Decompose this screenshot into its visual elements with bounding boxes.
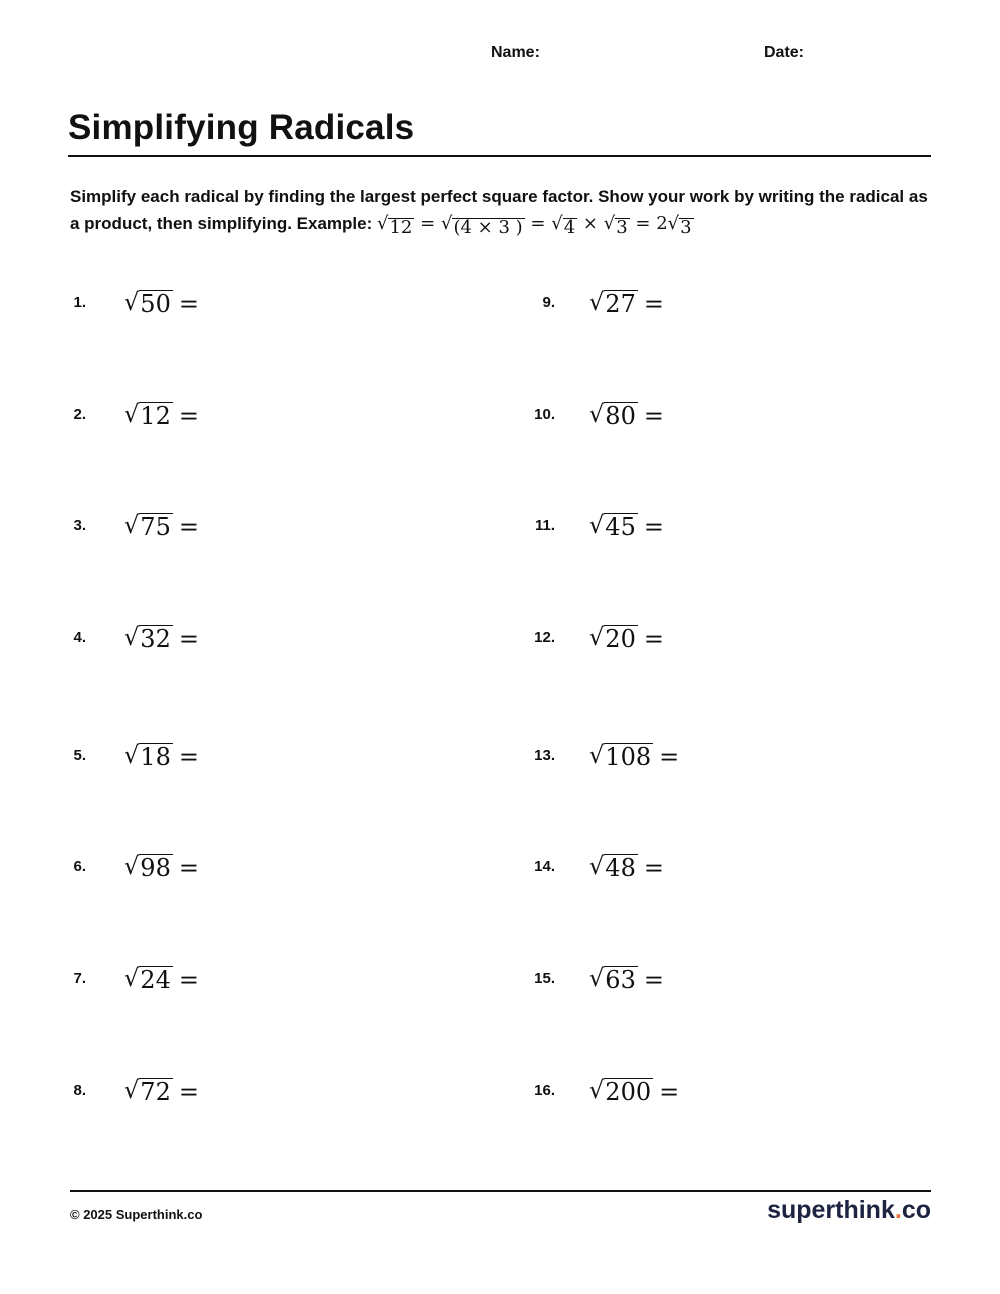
example-product: (4 × 3 ) [453, 217, 523, 238]
problem-radical [124, 288, 173, 316]
date-label: Date: [764, 44, 805, 61]
problem-equals: = [178, 1078, 199, 1106]
radical-sign-icon: √ [589, 964, 605, 992]
problem-expression [589, 623, 664, 651]
radical-sign-icon: √ [589, 288, 605, 316]
problem-number: 3. [73, 516, 86, 534]
problem-expression [124, 511, 199, 539]
problem-number: 7. [73, 969, 86, 987]
problem-item [500, 620, 664, 654]
example-radical [377, 210, 414, 237]
problem-radicand: 20 [605, 625, 636, 653]
radical-sign-icon: √ [124, 1076, 140, 1104]
problem-expression [589, 511, 664, 539]
problem-item [52, 1073, 199, 1107]
brand-dot: . [894, 1196, 902, 1224]
instructions-text: Simplify each radical by finding the largest perfect square factor. Show your work by writing the radical as a product, then simplifying. Example: [70, 187, 928, 233]
problem-equals: = [178, 402, 199, 430]
problem-expression [124, 741, 199, 769]
problem-radical [589, 623, 638, 651]
instructions [70, 183, 930, 237]
problem-number: 8. [73, 1081, 86, 1099]
radical-sign-icon: √ [551, 213, 563, 234]
footer-divider [70, 1190, 931, 1192]
example-coefficient: 2 [656, 213, 668, 234]
radical-sign-icon: √ [589, 400, 605, 428]
problem-radicand: 75 [140, 513, 171, 541]
problem-number: 5. [73, 746, 86, 764]
example-equals: = [635, 213, 651, 234]
problem-equals: = [178, 743, 199, 771]
problem-radical [124, 623, 173, 651]
example-equals: = [420, 213, 436, 234]
brand-name: superthink [767, 1196, 895, 1224]
problem-equals: = [643, 966, 664, 994]
radical-sign-icon: √ [124, 511, 140, 539]
problem-expression [589, 964, 664, 992]
problem-expression [124, 400, 199, 428]
problem-equals: = [659, 1078, 680, 1106]
example-radicand: 12 [389, 217, 413, 238]
problem-radical [124, 1076, 173, 1104]
radical-sign-icon: √ [589, 741, 605, 769]
problem-radicand: 32 [140, 625, 171, 653]
problem-equals: = [643, 402, 664, 430]
example-result-radical [668, 210, 694, 237]
problem-equals: = [178, 854, 199, 882]
radical-sign-icon: √ [124, 741, 140, 769]
problem-item [52, 620, 199, 654]
problem-radical [589, 741, 653, 769]
problem-expression [124, 1076, 199, 1104]
problem-equals: = [643, 513, 664, 541]
problem-radical [589, 400, 638, 428]
problem-expression [589, 288, 664, 316]
problem-radical [589, 852, 638, 880]
problem-radical [124, 964, 173, 992]
problem-number: 14. [534, 857, 555, 875]
title-divider [68, 155, 931, 157]
problem-item [500, 849, 664, 883]
problem-expression [589, 400, 664, 428]
problem-radicand: 12 [140, 402, 171, 430]
problem-number: 1. [73, 293, 86, 311]
problem-item [52, 285, 199, 319]
problem-radical [589, 1076, 653, 1104]
problem-expression [124, 623, 199, 651]
problem-equals: = [643, 625, 664, 653]
problem-expression [124, 288, 199, 316]
problem-radicand: 80 [605, 402, 636, 430]
problem-number: 11. [534, 516, 555, 534]
problem-expression [124, 852, 199, 880]
radical-sign-icon: √ [124, 623, 140, 651]
example-factor-radical [604, 210, 630, 237]
problem-number: 13. [534, 746, 555, 764]
problem-radicand: 18 [140, 743, 171, 771]
problem-item [52, 738, 199, 772]
problem-item [52, 508, 199, 542]
radical-sign-icon: √ [377, 213, 389, 234]
problem-number: 2. [73, 405, 86, 423]
problem-item [52, 397, 199, 431]
radical-sign-icon: √ [124, 400, 140, 428]
page-title: Simplifying Radicals [68, 108, 415, 147]
brand-tld: co [901, 1196, 931, 1224]
problem-radicand: 48 [605, 854, 636, 882]
problem-expression [589, 741, 679, 769]
problem-equals: = [178, 290, 199, 318]
example-factor-a: 4 [563, 217, 576, 238]
problem-equals: = [643, 290, 664, 318]
brand-logo [767, 1196, 931, 1225]
radical-sign-icon: √ [124, 964, 140, 992]
problem-radical [589, 288, 638, 316]
problem-expression [589, 1076, 679, 1104]
example-expression [377, 213, 694, 238]
problem-number: 12. [534, 628, 555, 646]
radical-sign-icon: √ [603, 213, 616, 234]
problem-equals: = [178, 513, 199, 541]
problem-radicand: 45 [605, 513, 636, 541]
problem-number: 16. [534, 1081, 555, 1099]
problem-radicand: 24 [140, 966, 171, 994]
problem-radicand: 63 [605, 966, 636, 994]
problem-item [52, 849, 199, 883]
problem-item [500, 285, 664, 319]
problem-equals: = [659, 743, 680, 771]
radical-sign-icon: √ [667, 213, 680, 234]
radical-sign-icon: √ [124, 852, 140, 880]
problem-item [52, 961, 199, 995]
problem-radicand: 98 [140, 854, 171, 882]
problem-item [500, 738, 679, 772]
example-equals: = [530, 213, 546, 234]
problem-radicand: 50 [140, 290, 171, 318]
problem-equals: = [178, 966, 199, 994]
example-product-radical [441, 210, 525, 237]
problem-radical [124, 400, 173, 428]
radical-sign-icon: √ [124, 288, 140, 316]
problem-equals: = [178, 625, 199, 653]
example-times: × [582, 213, 598, 234]
problem-equals: = [643, 854, 664, 882]
problem-radical [589, 964, 638, 992]
example-factor-radical [551, 210, 577, 237]
radical-sign-icon: √ [589, 511, 605, 539]
problem-item [500, 397, 664, 431]
problem-number: 15. [534, 969, 555, 987]
problem-radicand: 108 [605, 743, 652, 771]
problem-item [500, 1073, 679, 1107]
example-result-radicand: 3 [680, 217, 692, 238]
problem-radicand: 200 [605, 1078, 652, 1106]
problem-item [500, 961, 664, 995]
copyright: © 2025 Superthink.co [70, 1207, 203, 1222]
problem-radical [124, 741, 173, 769]
radical-sign-icon: √ [589, 623, 605, 651]
problem-radicand: 72 [140, 1078, 171, 1106]
problem-radical [124, 852, 173, 880]
radical-sign-icon: √ [440, 213, 453, 234]
radical-sign-icon: √ [589, 1076, 605, 1104]
problem-expression [124, 964, 199, 992]
problem-radicand: 27 [605, 290, 636, 318]
problem-number: 10. [534, 405, 555, 423]
problem-number: 6. [73, 857, 86, 875]
problem-number: 9. [542, 293, 555, 311]
problem-item [500, 508, 664, 542]
radical-sign-icon: √ [589, 852, 605, 880]
problem-radical [589, 511, 638, 539]
problem-expression [589, 852, 664, 880]
problem-radical [124, 511, 173, 539]
example-factor-b: 3 [616, 217, 628, 238]
name-label: Name: [491, 44, 540, 61]
problem-number: 4. [73, 628, 86, 646]
